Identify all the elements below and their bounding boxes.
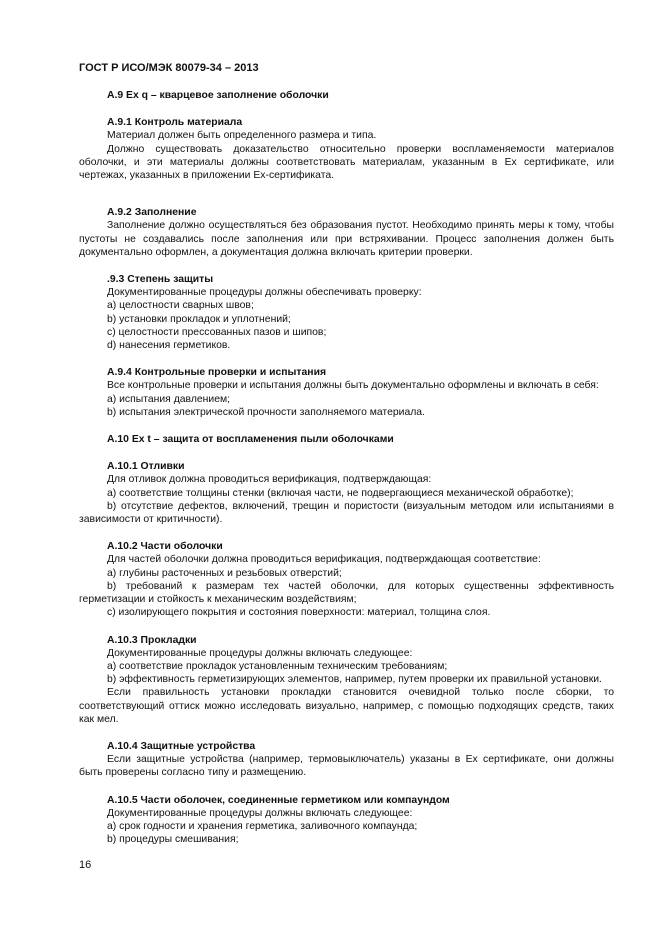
list-item: b) испытания электрической прочности заполняемого материала.: [107, 406, 425, 418]
list-item: a) глубины расточенных и резьбовых отверстий;: [107, 567, 342, 579]
paragraph: Для отливок должна проводиться верификация, подтверждающая:: [107, 474, 432, 486]
list-item: b) установки прокладок и уплотнений;: [107, 313, 291, 325]
list-item: d) нанесения герметиков.: [107, 340, 231, 352]
list-item: a) соответствие прокладок установленным техническим требованиям;: [107, 660, 448, 672]
list-item: b) эффективность герметизирующих элементов, например, путем проверки их правильной установки.: [107, 674, 602, 686]
document-body: [79, 89, 614, 846]
paragraph: Материал должен быть определенного размера и типа.: [107, 130, 377, 142]
subsection-heading: А.9.1 Контроль материала: [107, 117, 243, 129]
list-item: b) требований к размерам тех частей оболочки, для которых существенны эффективность герметизации и стойкость к механическим воздействиям;: [79, 580, 614, 606]
paragraph: Документированные процедуры должны включать следующее:: [107, 647, 413, 659]
list-item: a) соответствие толщины стенки (включая части, не подвергающиеся механической обработке);: [107, 487, 574, 499]
list-item: a) испытания давлением;: [107, 393, 231, 405]
subsection-heading: А.10.4 Защитные устройства: [107, 740, 256, 752]
list-item: a) целостности сварных швов;: [107, 300, 254, 312]
section-heading: А.9 Ex q – кварцевое заполнение оболочки: [107, 90, 329, 101]
list-item: c) изолирующего покрытия и состояния поверхности: материал, толщина слоя.: [107, 607, 491, 619]
subsection-heading: .9.3 Степень защиты: [107, 274, 214, 286]
list-item: b) отсутствие дефектов, включений, трещин и пористости (визуальным методом или испытаниями в зависимости от критичности).: [79, 500, 614, 526]
list-item: a) срок годности и хранения герметика, заливочного компаунда;: [107, 820, 418, 832]
page-number: 16: [79, 859, 92, 871]
list-item: b) процедуры смешивания;: [107, 834, 239, 846]
subsection-heading: А.10.2 Части оболочки: [107, 541, 223, 553]
paragraph: Если правильность установки прокладки становится очевидной только после сборки, то соответствующий оттиск можно исследовать визуально, например, с помощью подходящих средств, таких как мел.: [79, 687, 614, 725]
paragraph: Заполнение должно осуществляться без образования пустот. Необходимо принять меры к тому, чтобы пустоты не создавались после заполнения или при встряхивании. Процесс заполнения должен быть документально оформлен, а документация должна включать критерии проверки.: [79, 220, 614, 258]
paragraph: Документированные процедуры должны включать следующее:: [107, 807, 413, 819]
paragraph: Должно существовать доказательство относительно проверки воспламеняемости материалов оболочки, и эти материалы должны соответствовать материалам, указанным в Ex сертификате, или чертежах, указанных в приложении Ex-сертификата.: [79, 143, 614, 182]
subsection-heading: А.10.5 Части оболочек, соединенные герметиком или компаундом: [107, 794, 450, 806]
paragraph: Все контрольные проверки и испытания должны быть документально оформлены и включать в себя:: [107, 380, 599, 392]
subsection-heading: А.10.3 Прокладки: [107, 634, 197, 646]
section-heading: А.10 Ex t – защита от воспламенения пыли оболочками: [107, 434, 394, 446]
paragraph: Документированные процедуры должны обеспечивать проверку:: [107, 287, 422, 299]
document-header: ГОСТ Р ИСО/МЭК 80079-34 – 2013: [79, 62, 259, 74]
list-item: c) целостности прессованных пазов и шипов;: [107, 326, 327, 338]
subsection-heading: А.10.1 Отливки: [107, 461, 185, 473]
subsection-heading: А.9.2 Заполнение: [107, 207, 197, 219]
paragraph: Если защитные устройства (например, термовыключатель) указаны в Ex сертификате, они должны быть проверены согласно типу и размещению.: [79, 754, 614, 779]
paragraph: Для частей оболочки должна проводиться верификация, подтверждающая соответствие:: [107, 554, 541, 566]
subsection-heading: А.9.4 Контрольные проверки и испытания: [107, 367, 327, 379]
